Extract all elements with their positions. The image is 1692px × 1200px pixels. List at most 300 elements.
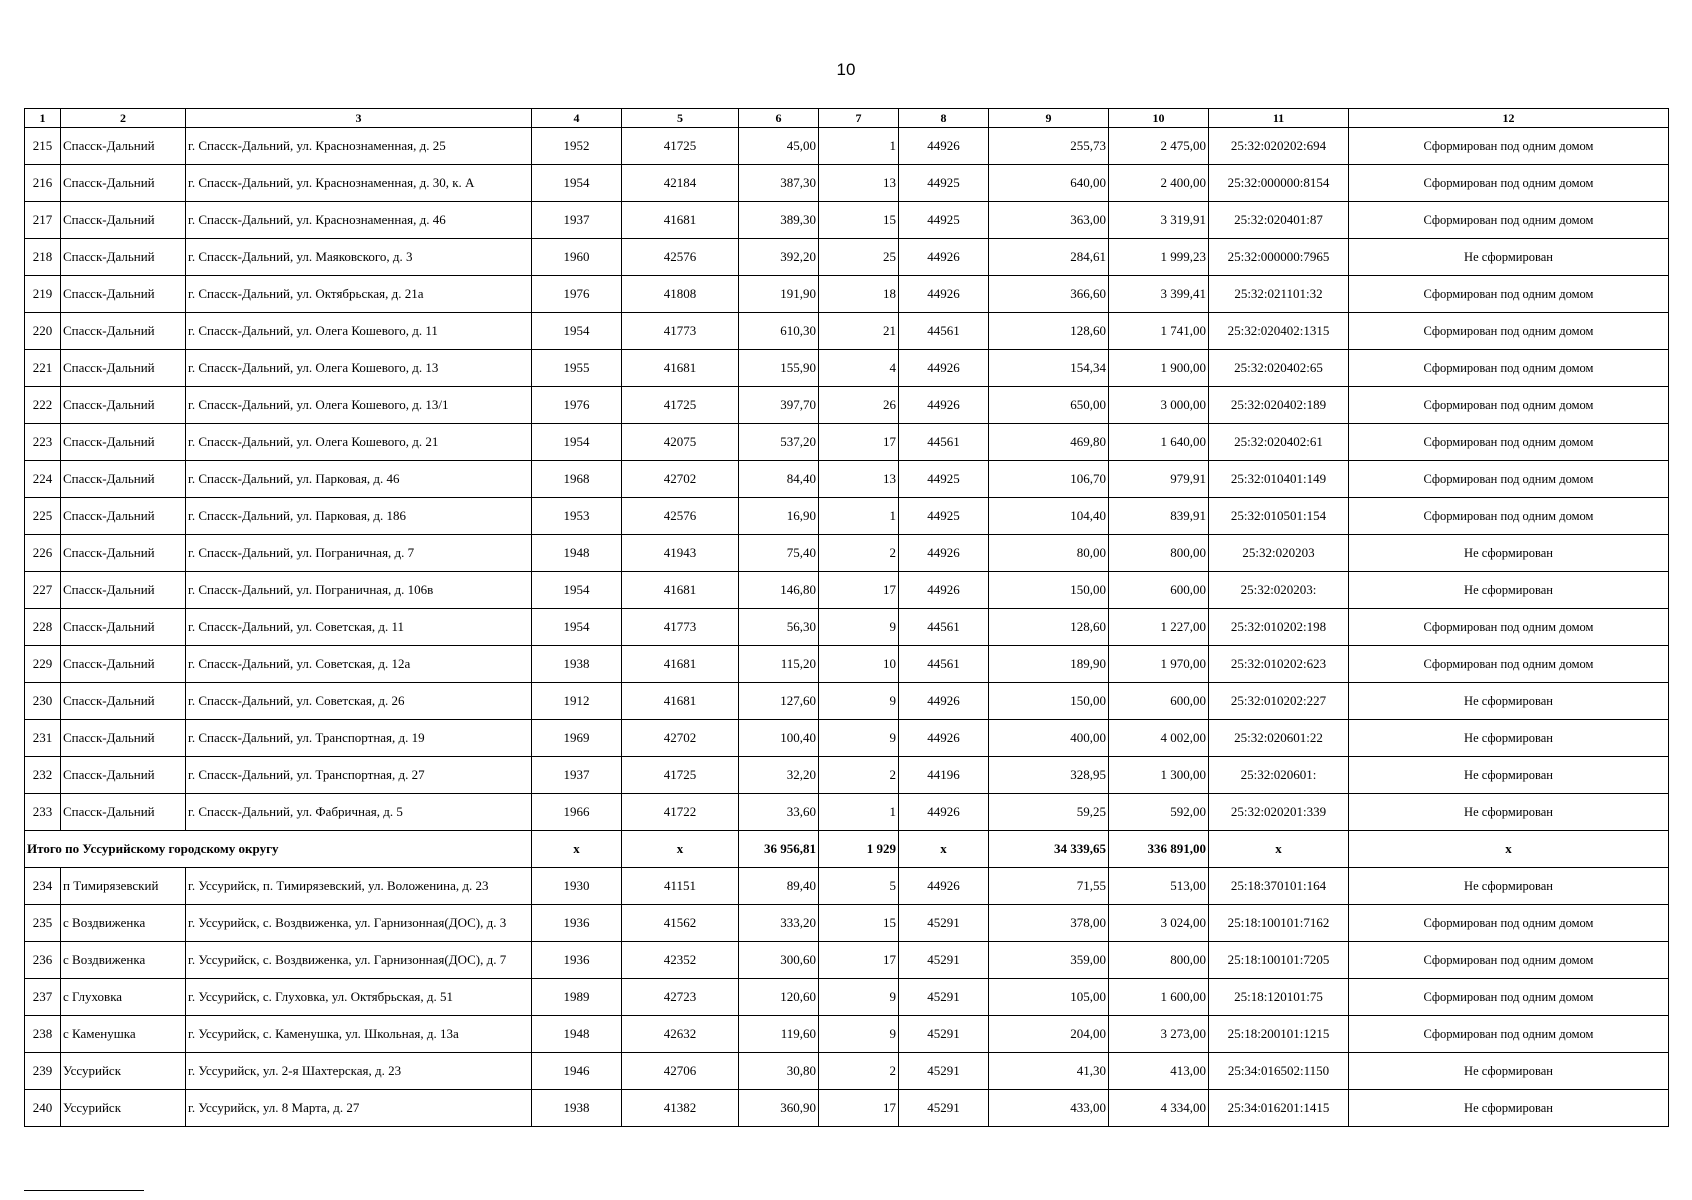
value-cell: 3 000,00 [1109, 387, 1209, 424]
address-cell: г. Спасск-Дальний, ул. Транспортная, д. 27 [186, 757, 532, 794]
status-cell: Сформирован под одним домом [1349, 905, 1669, 942]
count-cell: 2 [819, 535, 899, 572]
row-number: 238 [25, 1016, 61, 1053]
table-row [25, 646, 1669, 683]
year-cell: 1960 [532, 239, 622, 276]
locality-cell: Спасск-Дальний [61, 609, 186, 646]
value-cell: 41,30 [989, 1053, 1109, 1090]
year-cell: 1966 [532, 794, 622, 831]
locality-cell: Спасск-Дальний [61, 794, 186, 831]
status-cell: Не сформирован [1349, 794, 1669, 831]
address-cell: г. Спасск-Дальний, ул. Пограничная, д. 7 [186, 535, 532, 572]
area-cell: 75,40 [739, 535, 819, 572]
value-cell: 4 334,00 [1109, 1090, 1209, 1127]
area-cell: 84,40 [739, 461, 819, 498]
value-cell: 104,40 [989, 498, 1109, 535]
status-cell: Сформирован под одним домом [1349, 165, 1669, 202]
year-cell: 1954 [532, 609, 622, 646]
table-row [25, 979, 1669, 1016]
value-cell: 363,00 [989, 202, 1109, 239]
table-row [25, 905, 1669, 942]
code-cell: 41773 [622, 313, 739, 350]
table-row [25, 609, 1669, 646]
row-number: 215 [25, 128, 61, 165]
table-row [25, 128, 1669, 165]
value-cell: 1 600,00 [1109, 979, 1209, 1016]
cadastral-number-cell: 25:32:020402:61 [1209, 424, 1349, 461]
locality-cell: Спасск-Дальний [61, 128, 186, 165]
area-cell: 119,60 [739, 1016, 819, 1053]
code-cell: 44196 [899, 757, 989, 794]
row-number: 220 [25, 313, 61, 350]
cadastral-number-cell: 25:32:021101:32 [1209, 276, 1349, 313]
area-cell: 392,20 [739, 239, 819, 276]
code-cell: 41808 [622, 276, 739, 313]
cadastral-number-cell: 25:32:010202:623 [1209, 646, 1349, 683]
column-header: 4 [532, 109, 622, 128]
count-cell: 15 [819, 202, 899, 239]
address-cell: г. Уссурийск, с. Глуховка, ул. Октябрьская, д. 51 [186, 979, 532, 1016]
status-cell: Сформирован под одним домом [1349, 276, 1669, 313]
value-cell: 600,00 [1109, 572, 1209, 609]
count-cell: 17 [819, 1090, 899, 1127]
cadastral-number-cell: 25:32:020203: [1209, 572, 1349, 609]
code-cell: 44925 [899, 498, 989, 535]
value-cell: 1 900,00 [1109, 350, 1209, 387]
value-cell: 128,60 [989, 313, 1109, 350]
code-cell: 44561 [899, 313, 989, 350]
total-cell: x [1209, 831, 1349, 868]
value-cell: 4 002,00 [1109, 720, 1209, 757]
value-cell: 378,00 [989, 905, 1109, 942]
address-cell: г. Спасск-Дальний, ул. Советская, д. 11 [186, 609, 532, 646]
total-cell: x [899, 831, 989, 868]
code-cell: 44926 [899, 683, 989, 720]
year-cell: 1955 [532, 350, 622, 387]
row-number: 237 [25, 979, 61, 1016]
code-cell: 41773 [622, 609, 739, 646]
value-cell: 1 999,23 [1109, 239, 1209, 276]
status-cell: Сформирован под одним домом [1349, 1016, 1669, 1053]
table-row [25, 683, 1669, 720]
table-row [25, 720, 1669, 757]
code-cell: 45291 [899, 979, 989, 1016]
row-number: 217 [25, 202, 61, 239]
total-cell: x [622, 831, 739, 868]
year-cell: 1912 [532, 683, 622, 720]
code-cell: 44926 [899, 720, 989, 757]
value-cell: 3 273,00 [1109, 1016, 1209, 1053]
status-cell: Не сформирован [1349, 535, 1669, 572]
code-cell: 41562 [622, 905, 739, 942]
value-cell: 469,80 [989, 424, 1109, 461]
code-cell: 45291 [899, 942, 989, 979]
row-number: 230 [25, 683, 61, 720]
value-cell: 359,00 [989, 942, 1109, 979]
value-cell: 2 400,00 [1109, 165, 1209, 202]
code-cell: 44561 [899, 646, 989, 683]
code-cell: 41681 [622, 572, 739, 609]
cadastral-number-cell: 25:18:120101:75 [1209, 979, 1349, 1016]
cadastral-number-cell: 25:32:020401:87 [1209, 202, 1349, 239]
area-cell: 537,20 [739, 424, 819, 461]
total-cell: 34 339,65 [989, 831, 1109, 868]
code-cell: 44926 [899, 572, 989, 609]
status-cell: Не сформирован [1349, 572, 1669, 609]
code-cell: 41725 [622, 757, 739, 794]
count-cell: 9 [819, 979, 899, 1016]
locality-cell: Спасск-Дальний [61, 720, 186, 757]
value-cell: 284,61 [989, 239, 1109, 276]
area-cell: 120,60 [739, 979, 819, 1016]
code-cell: 42706 [622, 1053, 739, 1090]
address-cell: г. Уссурийск, с. Каменушка, ул. Школьная, д. 13а [186, 1016, 532, 1053]
cadastral-number-cell: 25:32:020203 [1209, 535, 1349, 572]
count-cell: 5 [819, 868, 899, 905]
footnote-divider [24, 1190, 144, 1191]
status-cell: Сформирован под одним домом [1349, 979, 1669, 1016]
locality-cell: с Каменушка [61, 1016, 186, 1053]
year-cell: 1954 [532, 313, 622, 350]
count-cell: 25 [819, 239, 899, 276]
code-cell: 44561 [899, 424, 989, 461]
year-cell: 1989 [532, 979, 622, 1016]
table-row [25, 313, 1669, 350]
year-cell: 1952 [532, 128, 622, 165]
address-cell: г. Спасск-Дальний, ул. Советская, д. 26 [186, 683, 532, 720]
area-cell: 397,70 [739, 387, 819, 424]
column-header: 1 [25, 109, 61, 128]
table-row [25, 461, 1669, 498]
total-row [25, 831, 1669, 868]
row-number: 234 [25, 868, 61, 905]
area-cell: 127,60 [739, 683, 819, 720]
value-cell: 150,00 [989, 683, 1109, 720]
table-row [25, 1053, 1669, 1090]
status-cell: Не сформирован [1349, 1090, 1669, 1127]
table-row [25, 424, 1669, 461]
cadastral-number-cell: 25:32:010501:154 [1209, 498, 1349, 535]
value-cell: 1 640,00 [1109, 424, 1209, 461]
status-cell: Сформирован под одним домом [1349, 128, 1669, 165]
year-cell: 1954 [532, 424, 622, 461]
value-cell: 650,00 [989, 387, 1109, 424]
count-cell: 10 [819, 646, 899, 683]
year-cell: 1948 [532, 535, 622, 572]
column-header: 2 [61, 109, 186, 128]
page-number: 10 [836, 60, 856, 79]
value-cell: 1 741,00 [1109, 313, 1209, 350]
row-number: 233 [25, 794, 61, 831]
value-cell: 150,00 [989, 572, 1109, 609]
status-cell: Не сформирован [1349, 868, 1669, 905]
count-cell: 9 [819, 609, 899, 646]
value-cell: 128,60 [989, 609, 1109, 646]
code-cell: 41681 [622, 350, 739, 387]
code-cell: 41725 [622, 387, 739, 424]
status-cell: Не сформирован [1349, 757, 1669, 794]
value-cell: 105,00 [989, 979, 1109, 1016]
address-cell: г. Спасск-Дальний, ул. Краснознаменная, д. 30, к. А [186, 165, 532, 202]
cadastral-number-cell: 25:32:020402:1315 [1209, 313, 1349, 350]
value-cell: 1 227,00 [1109, 609, 1209, 646]
total-cell: 36 956,81 [739, 831, 819, 868]
value-cell: 204,00 [989, 1016, 1109, 1053]
row-number: 239 [25, 1053, 61, 1090]
value-cell: 839,91 [1109, 498, 1209, 535]
count-cell: 17 [819, 424, 899, 461]
year-cell: 1937 [532, 202, 622, 239]
cadastral-number-cell: 25:32:000000:8154 [1209, 165, 1349, 202]
address-cell: г. Спасск-Дальний, ул. Олега Кошевого, д. 21 [186, 424, 532, 461]
value-cell: 400,00 [989, 720, 1109, 757]
row-number: 221 [25, 350, 61, 387]
code-cell: 41725 [622, 128, 739, 165]
status-cell: Не сформирован [1349, 239, 1669, 276]
area-cell: 16,90 [739, 498, 819, 535]
year-cell: 1953 [532, 498, 622, 535]
year-cell: 1969 [532, 720, 622, 757]
count-cell: 17 [819, 572, 899, 609]
area-cell: 387,30 [739, 165, 819, 202]
cadastral-number-cell: 25:32:010401:149 [1209, 461, 1349, 498]
locality-cell: Спасск-Дальний [61, 165, 186, 202]
row-number: 226 [25, 535, 61, 572]
value-cell: 433,00 [989, 1090, 1109, 1127]
cadastral-number-cell: 25:32:020601: [1209, 757, 1349, 794]
status-cell: Сформирован под одним домом [1349, 461, 1669, 498]
code-cell: 45291 [899, 905, 989, 942]
table-row [25, 1090, 1669, 1127]
column-header: 9 [989, 109, 1109, 128]
column-header: 12 [1349, 109, 1669, 128]
table-row [25, 535, 1669, 572]
column-header: 11 [1209, 109, 1349, 128]
code-cell: 44926 [899, 868, 989, 905]
locality-cell: Спасск-Дальний [61, 350, 186, 387]
cadastral-number-cell: 25:18:370101:164 [1209, 868, 1349, 905]
column-header: 5 [622, 109, 739, 128]
code-cell: 44926 [899, 535, 989, 572]
address-cell: г. Спасск-Дальний, ул. Транспортная, д. 19 [186, 720, 532, 757]
count-cell: 15 [819, 905, 899, 942]
count-cell: 2 [819, 1053, 899, 1090]
code-cell: 41382 [622, 1090, 739, 1127]
address-cell: г. Спасск-Дальний, ул. Советская, д. 12а [186, 646, 532, 683]
locality-cell: Спасск-Дальний [61, 498, 186, 535]
year-cell: 1938 [532, 646, 622, 683]
table-row [25, 350, 1669, 387]
count-cell: 1 [819, 128, 899, 165]
table-row [25, 239, 1669, 276]
count-cell: 9 [819, 720, 899, 757]
row-number: 227 [25, 572, 61, 609]
area-cell: 89,40 [739, 868, 819, 905]
code-cell: 42576 [622, 239, 739, 276]
area-cell: 610,30 [739, 313, 819, 350]
status-cell: Сформирован под одним домом [1349, 387, 1669, 424]
locality-cell: Уссурийск [61, 1090, 186, 1127]
address-cell: г. Спасск-Дальний, ул. Олега Кошевого, д. 11 [186, 313, 532, 350]
table-row [25, 165, 1669, 202]
area-cell: 33,60 [739, 794, 819, 831]
count-cell: 26 [819, 387, 899, 424]
locality-cell: Спасск-Дальний [61, 535, 186, 572]
area-cell: 389,30 [739, 202, 819, 239]
total-cell: x [1349, 831, 1669, 868]
code-cell: 44925 [899, 461, 989, 498]
code-cell: 41722 [622, 794, 739, 831]
value-cell: 328,95 [989, 757, 1109, 794]
cadastral-number-cell: 25:32:010202:198 [1209, 609, 1349, 646]
count-cell: 9 [819, 683, 899, 720]
value-cell: 592,00 [1109, 794, 1209, 831]
code-cell: 41681 [622, 646, 739, 683]
table-row [25, 1016, 1669, 1053]
cadastral-number-cell: 25:32:020601:22 [1209, 720, 1349, 757]
address-cell: г. Спасск-Дальний, ул. Краснознаменная, д. 25 [186, 128, 532, 165]
count-cell: 13 [819, 461, 899, 498]
count-cell: 1 [819, 794, 899, 831]
code-cell: 42352 [622, 942, 739, 979]
address-cell: г. Уссурийск, с. Воздвиженка, ул. Гарнизонная(ДОС), д. 3 [186, 905, 532, 942]
table-row [25, 572, 1669, 609]
count-cell: 18 [819, 276, 899, 313]
value-cell: 59,25 [989, 794, 1109, 831]
area-cell: 30,80 [739, 1053, 819, 1090]
code-cell: 44926 [899, 128, 989, 165]
code-cell: 45291 [899, 1090, 989, 1127]
area-cell: 115,20 [739, 646, 819, 683]
address-cell: г. Спасск-Дальний, ул. Парковая, д. 186 [186, 498, 532, 535]
year-cell: 1930 [532, 868, 622, 905]
total-cell: 336 891,00 [1109, 831, 1209, 868]
cadastral-number-cell: 25:32:020402:65 [1209, 350, 1349, 387]
locality-cell: с Воздвиженка [61, 942, 186, 979]
area-cell: 56,30 [739, 609, 819, 646]
column-header: 8 [899, 109, 989, 128]
code-cell: 41681 [622, 683, 739, 720]
cadastral-number-cell: 25:34:016201:1415 [1209, 1090, 1349, 1127]
column-number-header-row [25, 109, 1669, 128]
table-row [25, 387, 1669, 424]
locality-cell: Спасск-Дальний [61, 683, 186, 720]
value-cell: 154,34 [989, 350, 1109, 387]
value-cell: 800,00 [1109, 535, 1209, 572]
table-row [25, 276, 1669, 313]
code-cell: 45291 [899, 1016, 989, 1053]
count-cell: 13 [819, 165, 899, 202]
code-cell: 44926 [899, 350, 989, 387]
locality-cell: Спасск-Дальний [61, 387, 186, 424]
year-cell: 1938 [532, 1090, 622, 1127]
code-cell: 44561 [899, 609, 989, 646]
year-cell: 1936 [532, 905, 622, 942]
value-cell: 366,60 [989, 276, 1109, 313]
table-row [25, 868, 1669, 905]
status-cell: Сформирован под одним домом [1349, 498, 1669, 535]
total-label: Итого по Уссурийскому городскому округу [25, 831, 532, 868]
address-cell: г. Уссурийск, ул. 2-я Шахтерская, д. 23 [186, 1053, 532, 1090]
row-number: 219 [25, 276, 61, 313]
address-cell: г. Спасск-Дальний, ул. Парковая, д. 46 [186, 461, 532, 498]
table-row [25, 794, 1669, 831]
value-cell: 640,00 [989, 165, 1109, 202]
value-cell: 600,00 [1109, 683, 1209, 720]
locality-cell: Спасск-Дальний [61, 646, 186, 683]
address-cell: г. Уссурийск, п. Тимирязевский, ул. Воложенина, д. 23 [186, 868, 532, 905]
area-cell: 32,20 [739, 757, 819, 794]
code-cell: 42702 [622, 461, 739, 498]
code-cell: 41943 [622, 535, 739, 572]
total-cell: 1 929 [819, 831, 899, 868]
value-cell: 513,00 [1109, 868, 1209, 905]
locality-cell: с Воздвиженка [61, 905, 186, 942]
area-cell: 191,90 [739, 276, 819, 313]
count-cell: 4 [819, 350, 899, 387]
address-cell: г. Спасск-Дальний, ул. Олега Кошевого, д. 13 [186, 350, 532, 387]
value-cell: 413,00 [1109, 1053, 1209, 1090]
code-cell: 41681 [622, 202, 739, 239]
code-cell: 41151 [622, 868, 739, 905]
code-cell: 42184 [622, 165, 739, 202]
status-cell: Не сформирован [1349, 1053, 1669, 1090]
area-cell: 360,90 [739, 1090, 819, 1127]
column-header: 7 [819, 109, 899, 128]
value-cell: 189,90 [989, 646, 1109, 683]
locality-cell: Спасск-Дальний [61, 276, 186, 313]
count-cell: 17 [819, 942, 899, 979]
address-cell: г. Спасск-Дальний, ул. Маяковского, д. 3 [186, 239, 532, 276]
address-cell: г. Уссурийск, ул. 8 Марта, д. 27 [186, 1090, 532, 1127]
row-number: 225 [25, 498, 61, 535]
locality-cell: Спасск-Дальний [61, 572, 186, 609]
count-cell: 21 [819, 313, 899, 350]
value-cell: 3 319,91 [1109, 202, 1209, 239]
row-number: 222 [25, 387, 61, 424]
address-cell: г. Спасск-Дальний, ул. Краснознаменная, д. 46 [186, 202, 532, 239]
year-cell: 1948 [532, 1016, 622, 1053]
value-cell: 1 300,00 [1109, 757, 1209, 794]
code-cell: 45291 [899, 1053, 989, 1090]
count-cell: 9 [819, 1016, 899, 1053]
value-cell: 1 970,00 [1109, 646, 1209, 683]
area-cell: 146,80 [739, 572, 819, 609]
year-cell: 1954 [532, 165, 622, 202]
code-cell: 44926 [899, 239, 989, 276]
code-cell: 44926 [899, 276, 989, 313]
count-cell: 1 [819, 498, 899, 535]
address-cell: г. Уссурийск, с. Воздвиженка, ул. Гарнизонная(ДОС), д. 7 [186, 942, 532, 979]
cadastral-number-cell: 25:18:100101:7205 [1209, 942, 1349, 979]
row-number: 223 [25, 424, 61, 461]
count-cell: 2 [819, 757, 899, 794]
cadastral-number-cell: 25:32:020201:339 [1209, 794, 1349, 831]
cadastral-number-cell: 25:18:100101:7162 [1209, 905, 1349, 942]
row-number: 236 [25, 942, 61, 979]
locality-cell: Спасск-Дальний [61, 757, 186, 794]
row-number: 224 [25, 461, 61, 498]
row-number: 235 [25, 905, 61, 942]
area-cell: 155,90 [739, 350, 819, 387]
row-number: 240 [25, 1090, 61, 1127]
status-cell: Сформирован под одним домом [1349, 609, 1669, 646]
total-cell: x [532, 831, 622, 868]
cadastral-number-cell: 25:34:016502:1150 [1209, 1053, 1349, 1090]
year-cell: 1946 [532, 1053, 622, 1090]
year-cell: 1976 [532, 276, 622, 313]
cadastral-number-cell: 25:32:000000:7965 [1209, 239, 1349, 276]
